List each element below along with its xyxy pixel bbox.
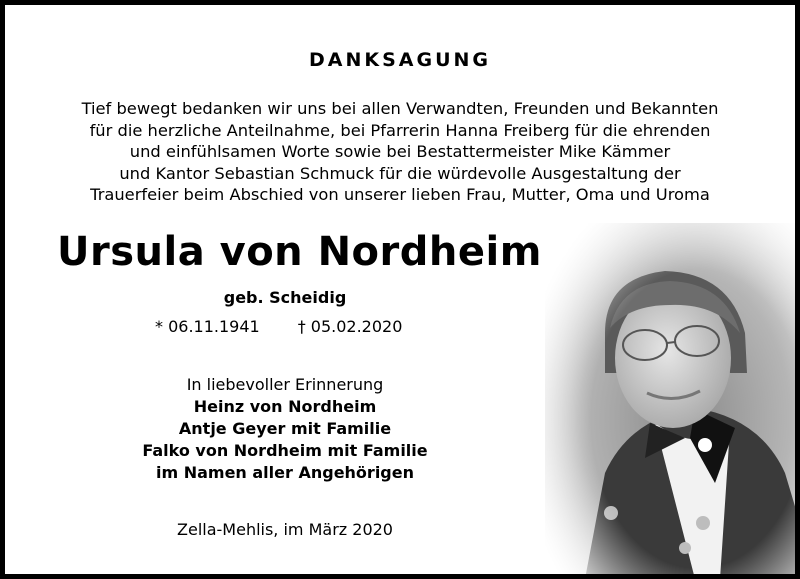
death-date: † 05.02.2020 — [297, 317, 403, 336]
thanks-line: Tief bewegt bedanken wir uns bei allen Verwandten, Freunden und Bekannten — [81, 99, 719, 118]
birth-date: * 06.11.1941 — [155, 317, 260, 336]
thanks-line: und Kantor Sebastian Schmuck für die würdevolle Ausgestaltung der — [119, 163, 681, 183]
mourner-name: im Namen aller Angehörigen — [155, 463, 414, 482]
memorial-intro: In liebevoller Erinnerung — [186, 375, 384, 394]
deceased-name: Ursula von Nordheim — [57, 229, 542, 275]
portrait-photo — [545, 223, 800, 579]
mourner-name: Antje Geyer mit Familie — [178, 419, 392, 438]
notice-heading: DANKSAGUNG — [308, 49, 491, 71]
thanks-line: Trauerfeier beim Abschied von unserer lieben Frau, Mutter, Oma und Uroma — [90, 185, 710, 205]
mourner-name: Falko von Nordheim mit Familie — [142, 441, 428, 460]
thanks-paragraph — [35, 98, 765, 206]
thanks-line: für die herzliche Anteilnahme, bei Pfarrerin Hanna Freiberg für die ehrenden — [89, 120, 711, 140]
birth-name: geb. Scheidig — [223, 288, 347, 307]
life-dates — [155, 317, 402, 336]
memorial-block — [85, 374, 485, 484]
thanks-line: und einfühlsamen Worte sowie bei Bestattermeister Mike Kämmer — [129, 142, 671, 162]
mourner-name: Heinz von Nordheim — [193, 397, 377, 416]
place-date: Zella-Mehlis, im März 2020 — [177, 520, 393, 539]
